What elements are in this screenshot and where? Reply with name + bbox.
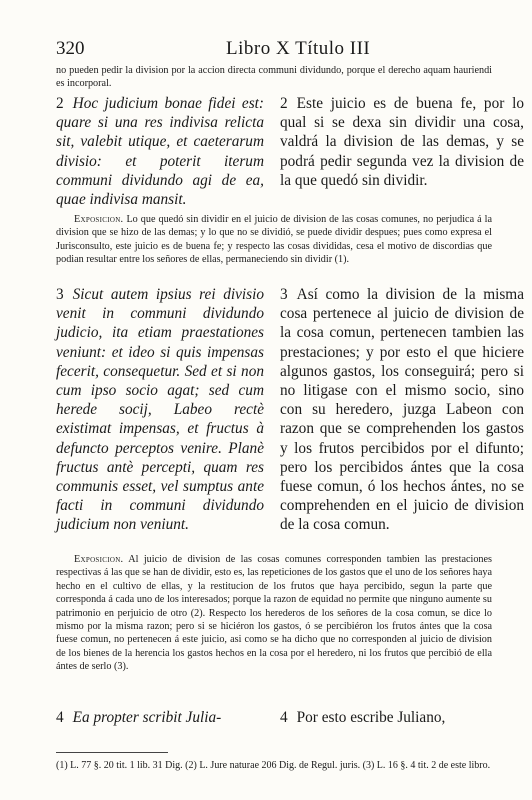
exposicion-section-3 [56,553,492,674]
latin-text: Ea propter scribit Julia- [72,709,222,726]
latin-column [56,94,264,209]
latin-column [56,285,264,535]
spanish-column [280,94,524,190]
footnotes: (1) L. 77 §. 20 tit. 1 lib. 31 Dig. (2) L. Jure naturae 206 Dig. de Regul. juris. (3) L. 16 §. 4 tit. 2 de este libro. [56,760,491,771]
exposicion-label: Exposicion. [74,554,124,565]
section-number: 3 [280,286,288,303]
exposicion-text: Al juicio de division de las cosas comunes corresponden tambien las prestaciones respectivas á las que se han de dividir, esto es, las repeticiones de los gastos que el uno de los señores haya hecho en el cultivo de ellas, y la restitucion de los frutos que haya percibido, segun la parte que corresponda á cada uno de los interesados; porque la razon de equidad no permite que ninguno aumente su patrimonio en perjuicio de otro (2). Respecto los herederos de los señores de la cosa comun, se dice lo mismo por la misma razon; pero si se hiciéron los gastos, ó se percibiéron los frutos ántes que la cosa fuese comun, no pertenecen á este juicio, asi como se ha dicho que no corresponden al juicio de division de los bienes de la herencia los gastos hechos en la cosa por el heredero, ni los frutos que percibió de ella ántes de serlo (3). [56,554,492,673]
continuation-text: no pueden pedir la division por la accion directa communi dividundo, porque el derecho aquam hauriendi es incorporal. [56,65,492,90]
section-number: 3 [56,286,64,303]
latin-text: Sicut autem ipsius rei divisio venit in communi dividundo judicio, ita etiam praestationes veniunt: et ideo si quis impensas fecerit, consequetur. Sed et si non cum ipso socio agat; sed cum herede socij, Labeo rectè existimat impensas, et fructus à defuncto perceptos venire. Planè fructus antè percepti, quam res communis esset, vel sumptus ante facti in communi dividundo judicium non veniunt. [56,286,264,534]
running-title: Libro X Título III [226,38,371,59]
exposicion-label: Exposicion. [74,214,124,225]
section-number: 4 [56,709,64,726]
page-number: 320 [56,38,85,59]
section-number: 4 [280,709,288,726]
exposicion-text: Lo que quedó sin dividir en el juicio de division de las cosas comunes, no perjudica á la division que se hizo de las demas; y lo que no se dividió, se puede dividir despues; pues como expresa el Jurisconsulto, este juicio es de buena fe; y respecto las cosas divididas, cesa el motivo de discordias que podian resultar entre los señores de ellas, permaneciendo sin dividir (1). [56,214,492,266]
spanish-column [280,285,524,535]
spanish-column [280,708,524,727]
spanish-text: Este juicio es de buena fe, por lo qual si se dexa sin dividir una cosa, valdrá la division de las demas, y se podrá pedir segunda vez la division de la que quedó sin dividir. [280,95,524,189]
section-number: 2 [280,95,288,112]
footnote-rule [56,752,168,753]
page-header [56,38,492,60]
spanish-text: Así como la division de la misma cosa pertenece al juicio de division de la cosa comun, pertenecen tambien las prestaciones; y por esto el que hiciere algunos gastos, los conseguirá; pero si no litigase con el mismo socio, sino con su heredero, juzga Labeon con razon que se comprehenden los gastos y los frutos percibidos por el difunto; pero los percibidos ántes que la cosa fuese comun, ó los hechos ántes, no se comprehenden en el juicio de division de la cosa comun. [280,286,524,534]
spanish-text: Por esto escribe Juliano, [296,709,446,726]
section-number: 2 [56,95,64,112]
latin-text: Hoc judicium bonae fidei est: quare si una res indivisa relicta sit, valebit utique, et caeterarum divisio: et poterit iterum communi dividundo agi de ea, quae indivisa mansit. [56,95,264,209]
latin-column [56,708,264,727]
exposicion-section-2 [56,213,492,267]
